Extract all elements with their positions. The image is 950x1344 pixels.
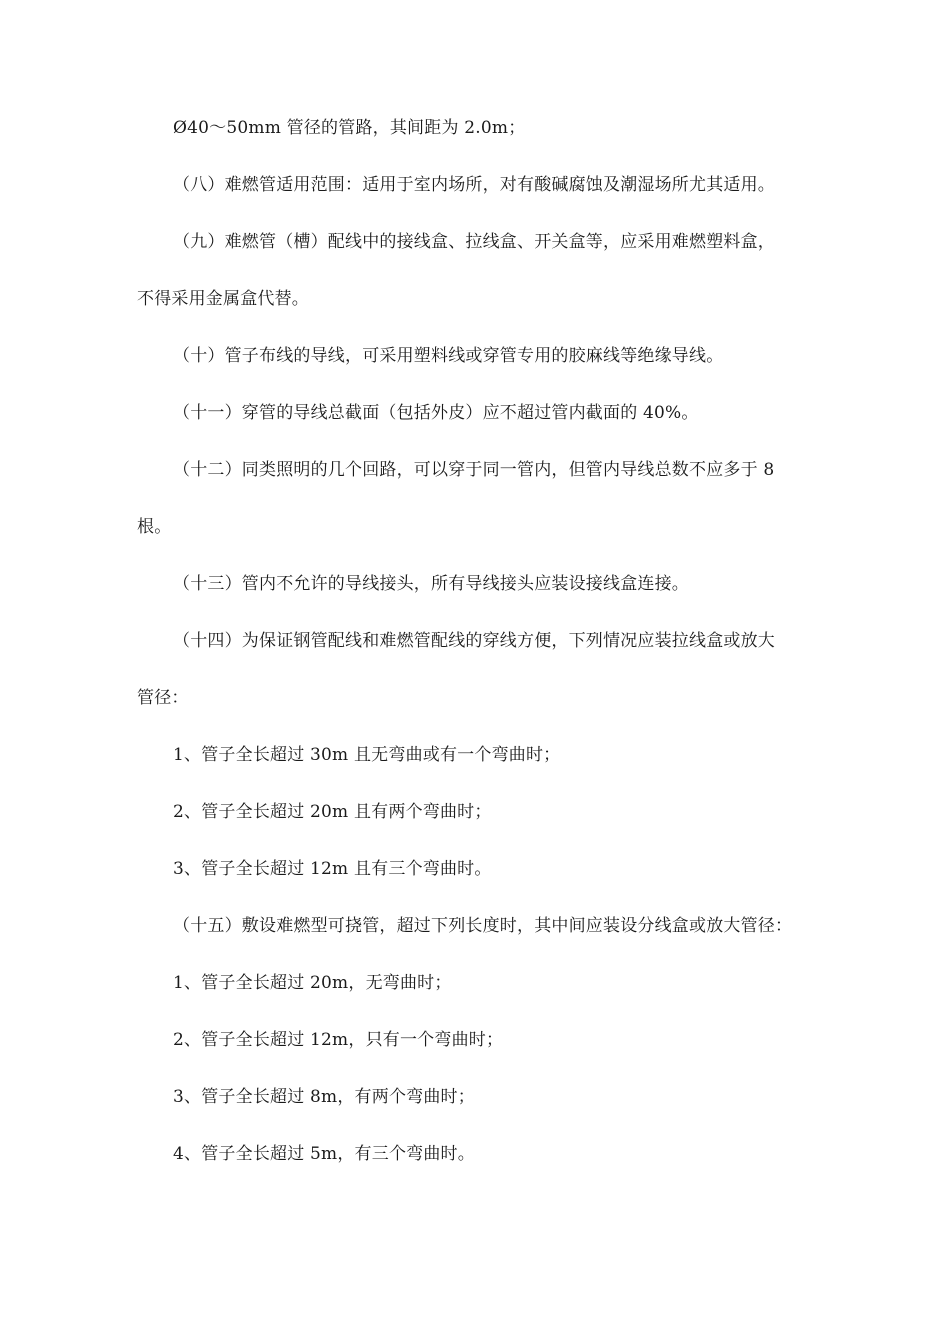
text-line-item-9: （九）难燃管（槽）配线中的接线盒、拉线盒、开关盒等，应采用难燃塑料盒， — [173, 232, 775, 252]
text-line-item-9-cont: 不得采用金属盒代替。 — [137, 289, 309, 309]
text-line-list-15-3: 3、管子全长超过 8m，有两个弯曲时； — [173, 1087, 475, 1107]
text-line-list-14-1: 1、管子全长超过 30m 且无弯曲或有一个弯曲时； — [173, 745, 561, 765]
text-line-list-14-2: 2、管子全长超过 20m 且有两个弯曲时； — [173, 802, 492, 822]
text-line-list-15-1: 1、管子全长超过 20m，无弯曲时； — [173, 973, 452, 993]
text-line-list-15-2: 2、管子全长超过 12m，只有一个弯曲时； — [173, 1030, 504, 1050]
text-line-item-10: （十）管子布线的导线，可采用塑料线或穿管专用的胶麻线等绝缘导线。 — [173, 346, 724, 366]
text-line-item-13: （十三）管内不允许的导线接头，所有导线接头应装设接线盒连接。 — [173, 574, 689, 594]
text-line-item-15: （十五）敷设难燃型可挠管，超过下列长度时，其中间应装设分线盒或放大管径： — [173, 916, 793, 936]
text-line-item-14-cont: 管径： — [137, 688, 189, 708]
text-line-item-12-cont: 根。 — [137, 517, 172, 537]
text-line-list-14-3: 3、管子全长超过 12m 且有三个弯曲时。 — [173, 859, 492, 879]
text-line-item-8: （八）难燃管适用范围：适用于室内场所，对有酸碱腐蚀及潮湿场所尤其适用。 — [173, 175, 775, 195]
text-line-item-11: （十一）穿管的导线总截面（包括外皮）应不超过管内截面的 40%。 — [173, 403, 699, 423]
text-line-pipe-spacing: Ø40～50mm 管径的管路，其间距为 2.0m； — [173, 118, 526, 138]
text-line-list-15-4: 4、管子全长超过 5m，有三个弯曲时。 — [173, 1144, 475, 1164]
text-line-item-14: （十四）为保证钢管配线和难燃管配线的穿线方便，下列情况应装拉线盒或放大 — [173, 631, 775, 651]
text-line-item-12: （十二）同类照明的几个回路，可以穿于同一管内，但管内导线总数不应多于 8 — [173, 460, 775, 480]
